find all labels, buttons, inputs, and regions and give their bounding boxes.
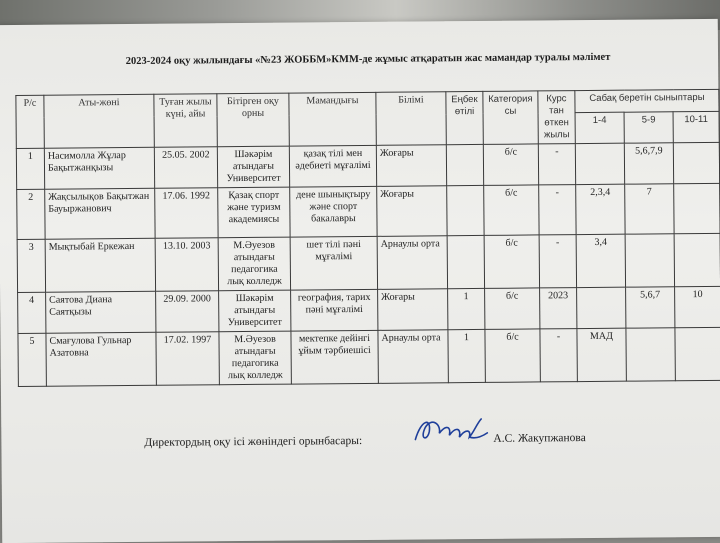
cell-experience: 1 (448, 288, 485, 329)
cell-num: 3 (17, 239, 45, 292)
cell-edu-place: Шәкәрім атындағы Университет (219, 290, 291, 332)
header-classes-5-9: 5-9 (624, 112, 673, 143)
document-title: 2023-2024 оқу жылындағы «№23 ЖОББМ»КММ-де жұмыс атқаратын жас мамандар туралы мәлімет (125, 51, 611, 68)
table-row (16, 142, 719, 189)
cell-num: 5 (18, 333, 46, 386)
cell-name: Мықтыбай Еркежан (45, 238, 155, 292)
cell-classes-10-11 (675, 327, 720, 380)
cell-classes-1-4 (575, 143, 624, 184)
document-sheet (0, 19, 720, 543)
cell-edu-place: М.Әуезов атындағы педагогика лық колледж (218, 237, 290, 291)
cell-experience: 1 (448, 329, 485, 382)
cell-birth: 13.10. 2003 (155, 238, 218, 292)
staff-table (15, 89, 720, 387)
cell-classes-5-9: 5,6,7,9 (624, 143, 673, 184)
cell-classes-10-11: 10 (675, 286, 720, 327)
cell-classes-5-9: 7 (625, 184, 674, 234)
cell-education: Жоғары (376, 145, 446, 187)
cell-birth: 17.06. 1992 (155, 188, 218, 239)
table-row (17, 183, 720, 239)
cell-edu-place: Қазақ спорт және туризм академиясы (218, 187, 290, 238)
cell-name: Жақсылықов Бақытжан Бауыржанович (45, 188, 155, 239)
cell-name: Саятова Диана Саятқызы (46, 291, 156, 333)
header-birth: Туған жылы күні, айы (154, 94, 217, 148)
cell-classes-10-11 (674, 183, 720, 233)
cell-category: б/с (485, 288, 540, 329)
cell-classes-10-11 (674, 233, 720, 286)
cell-course: - (539, 185, 576, 235)
cell-birth: 17.02. 1997 (156, 332, 219, 386)
cell-category: б/с (484, 235, 539, 288)
cell-num: 2 (17, 189, 45, 239)
cell-specialty: қазақ тілі мен әдебиеті мұғалімі (289, 145, 376, 187)
cell-edu-place: М.Әуезов атындағы педагогика лық колледж (219, 331, 291, 385)
cell-classes-10-11 (673, 142, 719, 183)
cell-classes-5-9 (626, 328, 675, 381)
signer-name: А.С. Жакупжанова (493, 432, 586, 445)
cell-category: б/с (483, 144, 538, 185)
cell-num: 1 (16, 148, 44, 189)
cell-experience (447, 235, 484, 288)
cell-education: Жоғары (378, 289, 448, 331)
cell-education: Арнаулы орта (377, 236, 447, 290)
cell-birth: 29.09. 2000 (156, 291, 219, 333)
cell-classes-1-4: 3,4 (576, 234, 625, 287)
cell-classes-1-4: МАД (577, 328, 626, 381)
cell-education: Жоғары (377, 186, 447, 237)
cell-classes-5-9: 5,6,7 (626, 287, 675, 328)
cell-course: - (538, 144, 575, 185)
header-classes-10-11: 10-11 (673, 111, 719, 142)
cell-course: - (539, 235, 576, 288)
header-specialty: Мамандығы (289, 92, 376, 146)
cell-experience (447, 185, 484, 235)
cell-specialty: мектепке дейінгі ұйым тәрбиешісі (291, 330, 378, 384)
header-edu-place: Бітірген оқу орны (217, 93, 289, 147)
cell-course: - (540, 329, 577, 382)
cell-education: Арнаулы орта (378, 330, 448, 384)
header-category: Категория сы (483, 91, 538, 144)
header-num: Р/с (16, 95, 44, 148)
cell-specialty: география, тарих пәні мұғалімі (291, 289, 378, 331)
table-row (18, 327, 720, 386)
cell-name: Насимолла Жұлар Бақытжанқызы (44, 147, 154, 189)
signature-mark (411, 413, 491, 450)
cell-classes-1-4: 2,3,4 (576, 184, 625, 234)
header-experience: Еңбек өтілі (446, 91, 483, 144)
table-row (18, 286, 720, 333)
cell-course: 2023 (540, 288, 577, 329)
cell-category: б/с (485, 329, 540, 382)
cell-name: Смағулова Гульнар Азатовна (46, 332, 156, 386)
header-classes: Сабақ беретін сыныптары (575, 89, 719, 112)
header-course: Курс тан өткен жылы (538, 91, 575, 144)
cell-category: б/с (484, 185, 539, 235)
header-education: Білімі (376, 92, 446, 146)
cell-specialty: шет тілі пәні мұғалімі (290, 236, 377, 290)
cell-edu-place: Шәкәрім атындағы Университет (217, 146, 289, 188)
signatory-position: Директордың оқу ісі жөніндегі орынбасары: (144, 434, 363, 449)
cell-birth: 25.05. 2002 (154, 147, 217, 189)
header-classes-1-4: 1-4 (575, 112, 624, 143)
cell-classes-1-4 (577, 287, 626, 328)
cell-experience (446, 144, 483, 185)
cell-classes-5-9 (625, 234, 674, 287)
header-name: Аты-жөні (44, 94, 154, 148)
cell-num: 4 (18, 292, 46, 333)
table-row (17, 233, 720, 292)
cell-specialty: дене шынықтыру және спорт бакалавры (290, 186, 377, 237)
